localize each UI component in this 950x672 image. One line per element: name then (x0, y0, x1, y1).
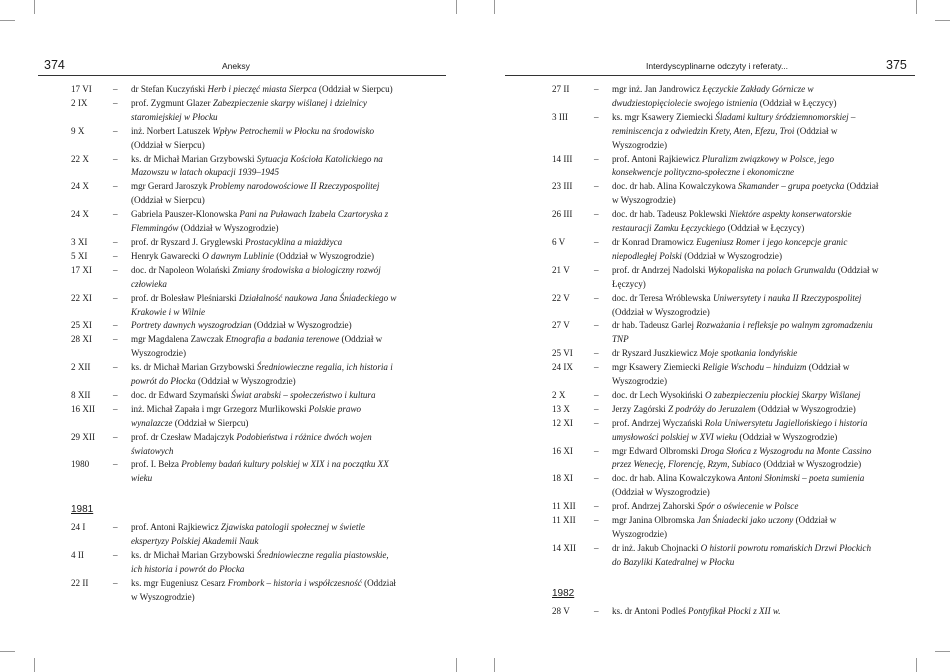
lecture-title: Droga Słońca z Wyszogrodu na Monte Cassino przez Wenecję, Florencję, Rzym, Subiaco (612, 445, 872, 470)
entry-dash: – (594, 389, 599, 400)
lecturer-name: mgr Edward Olbromski (612, 445, 701, 456)
entry-text (131, 361, 402, 389)
page-number: 374 (44, 58, 65, 72)
entry-date: 8 XII (71, 389, 91, 400)
entry-date: 22 XI (71, 292, 92, 303)
branch-note: (Oddział w Wyszogrodzie) (612, 181, 879, 206)
lecture-entry (552, 472, 882, 500)
lecturer-name: doc. dr Edward Szymański (131, 389, 232, 400)
entry-date: 2 X (552, 389, 566, 400)
lecturer-name: dr inż. Jakub Chojnacki (612, 542, 701, 553)
lecture-title: Prostacyklina a miażdżyca (245, 236, 343, 247)
entry-date: 17 VI (71, 84, 92, 94)
branch-note: (Oddział w Sierpcu) (131, 139, 205, 150)
lecture-entry (71, 403, 402, 431)
lecture-list (71, 83, 402, 605)
branch-note: (Oddział w Wyszogrodzie) (612, 306, 710, 317)
branch-note: (Oddział w Sierpcu) (172, 417, 249, 428)
lecturer-name: Gabriela Pauszer-Klonowska (131, 209, 240, 220)
entry-text (612, 264, 882, 292)
lecturer-name: mgr inż. Jan Jandrowicz (612, 84, 703, 94)
year-heading: 1982 (552, 587, 575, 599)
entry-text (131, 250, 402, 264)
lecture-title: Religie Wschodu – hinduizm (702, 362, 807, 373)
branch-note: (Oddział w Wyszogrodzie) (612, 515, 837, 539)
lecture-title: Problemy badań kultury polskiej w XIX i na początku XX wieku (131, 459, 389, 484)
entry-dash: – (594, 445, 599, 456)
entry-date: 18 XI (552, 473, 573, 484)
entry-text (612, 83, 882, 111)
lecture-title: Etnografia a badania terenowe (225, 334, 340, 345)
entry-dash: – (113, 125, 118, 136)
lecture-title: Herb i pieczęć miasta Sierpca (207, 84, 317, 94)
entry-text (131, 125, 402, 153)
lecture-entry (71, 361, 402, 389)
entry-text (131, 458, 402, 486)
lecture-title: Sytuacja Kościoła Katolickiego na Mazowszu w latach okupacji 1939–1945 (131, 153, 383, 178)
entry-date: 3 XI (71, 236, 88, 247)
entry-dash: – (594, 209, 599, 220)
lecture-entry (71, 389, 402, 403)
lecture-title: Wykopaliska na polach Grunwaldu (707, 264, 836, 275)
lecturer-name: Jerzy Zagórski (612, 403, 669, 414)
entry-text (612, 361, 882, 389)
lecture-title: Problemy narodowościowe II Rzeczypospolitej (209, 181, 380, 192)
right-page (475, 0, 950, 672)
lecture-title: Moje spotkania londyńskie (699, 348, 798, 359)
entry-text (612, 542, 882, 570)
lecture-title: O zabezpieczeniu płockiej Skarpy Wiślanej (704, 389, 861, 400)
lecture-entry (71, 97, 402, 125)
lecturer-name: ks. mgr Eugeniusz Cesarz (131, 577, 228, 588)
entry-text (131, 153, 402, 181)
entry-date: 4 II (71, 550, 84, 561)
year-heading: 1981 (71, 504, 94, 516)
entry-text (612, 605, 882, 619)
entry-date: 24 X (71, 209, 89, 220)
entry-text (612, 403, 882, 417)
lecturer-name: dr Konrad Dramowicz (612, 236, 697, 247)
entry-date: 14 III (552, 153, 573, 164)
entry-dash: – (113, 250, 118, 261)
lecture-entry (71, 153, 402, 181)
lecture-entry (552, 236, 882, 264)
lecture-title: Niektóre aspekty konserwatorskie restauracji Zamku Łęczyckiego (612, 209, 852, 234)
entry-text (131, 577, 402, 605)
entry-dash: – (113, 459, 118, 470)
entry-date: 23 III (552, 181, 573, 192)
lecturer-name: doc. dr hab. Alina Kowalczykowa (612, 181, 739, 192)
entry-text (612, 445, 882, 473)
header-rule (38, 75, 446, 76)
entry-text (131, 264, 402, 292)
lecture-entry (71, 577, 402, 605)
entry-date: 1980 (71, 459, 90, 470)
entry-text (131, 208, 402, 236)
lecture-entry (71, 458, 402, 486)
lecture-title: Śladami kultury śródziemnomorskiej – reminiscencja z odwiedzin Krety, Aten, Efezu, Troi (612, 111, 856, 136)
lecture-title: Pontyfikał Płocki z XII w. (688, 605, 781, 616)
entry-date: 3 III (552, 111, 568, 122)
entry-date: 14 XII (552, 542, 576, 553)
lecturer-name: mgr Ksawery Ziemiecki (612, 362, 703, 373)
entry-text (612, 417, 882, 445)
lecturer-name: ks. dr Michał Marian Grzybowski (131, 362, 257, 373)
entry-dash: – (594, 605, 599, 616)
entry-text (131, 292, 402, 320)
lecture-title: Uniwersytety i nauka II Rzeczypospolitej (712, 292, 862, 303)
page-number: 375 (886, 58, 907, 72)
entry-dash: – (113, 577, 118, 588)
branch-note: (Oddział w Wyszogrodzie) (178, 223, 279, 234)
entry-date: 21 V (552, 264, 570, 275)
running-header: Aneksy (222, 61, 250, 71)
lecturer-name: ks. dr Antoni Podleś (612, 605, 689, 616)
lecture-entry (71, 180, 402, 208)
lecture-title: Wpływ Petrochemii w Płocku na środowisko (212, 125, 375, 136)
lecture-entry (552, 83, 882, 111)
entry-dash: – (113, 292, 118, 303)
lecturer-name: mgr Gerard Jaroszyk (131, 181, 210, 192)
lecture-entry (71, 333, 402, 361)
entry-date: 25 VI (552, 348, 573, 359)
entry-dash: – (113, 550, 118, 561)
lecture-title: Rozważania i refleksje po walnym zgromadzeniu TNP (612, 320, 873, 345)
lecture-entry (552, 292, 882, 320)
entry-dash: – (113, 236, 118, 247)
lecture-title: Polskie prawo wynalazcze (131, 403, 362, 428)
entry-text (131, 521, 402, 549)
entry-date: 22 X (71, 153, 89, 164)
entry-dash: – (113, 362, 118, 373)
entry-text (612, 319, 882, 347)
entry-dash: – (113, 181, 118, 192)
branch-note: (Oddział w Wyszogrodzie) (761, 459, 862, 470)
entry-dash: – (594, 515, 599, 526)
lecturer-name: dr Ryszard Juszkiewicz (612, 348, 700, 359)
entry-dash: – (594, 320, 599, 331)
entry-date: 28 V (552, 605, 570, 616)
lecture-entry (71, 250, 402, 264)
lecture-entry (552, 389, 882, 403)
lecture-entry (71, 292, 402, 320)
entry-dash: – (113, 403, 118, 414)
lecturer-name: doc. dr Lech Wysokiński (612, 389, 705, 400)
lecturer-name: prof. Antoni Rajkiewicz (612, 153, 702, 164)
entry-text (131, 549, 402, 577)
lecture-title: Antoni Słonimski – poeta sumienia (738, 473, 865, 484)
branch-note: (Oddział w Wyszogrodzie) (612, 362, 850, 387)
branch-note: (Oddział w Wyszogrodzie) (131, 577, 396, 602)
entry-dash: – (594, 348, 599, 359)
entry-text (131, 319, 402, 333)
lecture-title: Średniowieczne regalia piastowskie, ich historia i powrót do Płocka (131, 550, 389, 574)
lecturer-name: inż. Michał Zapała i mgr Grzegorz Murlikowski (131, 403, 309, 414)
lecture-title: Świat arabski – społeczeństwo i kultura (231, 389, 376, 400)
lecture-entry (552, 361, 882, 389)
lecture-entry (71, 319, 402, 333)
lecturer-name: prof. I. Bełza (131, 459, 182, 470)
entry-dash: – (113, 264, 118, 275)
lecture-title: Jan Śniadecki jako uczony (697, 515, 794, 526)
entry-dash: – (113, 97, 118, 108)
entry-dash: – (594, 181, 599, 192)
entry-text (612, 111, 882, 153)
entry-date: 5 XI (71, 250, 88, 261)
entry-text (612, 153, 882, 181)
lecturer-name: dr hab. Tadeusz Garlej (612, 320, 697, 331)
entry-dash: – (594, 111, 599, 122)
lecture-title: O historii powrotu romańskich Drzwi Płockich do Bazyliki Katedralnej w Płocku (612, 542, 871, 567)
entry-date: 27 V (552, 320, 570, 331)
entry-text (612, 208, 882, 236)
lecturer-name: prof. Andrzej Zahorski (612, 501, 698, 512)
lecturer-name: prof. Antoni Rajkiewicz (131, 522, 221, 533)
entry-text (131, 389, 402, 403)
entry-dash: – (113, 431, 118, 442)
lecture-title: Zabezpieczenie skarpy wiślanej i dzielnicy staromiejskiej w Płocku (131, 97, 367, 122)
lecture-entry (71, 549, 402, 577)
lecture-title: O dawnym Lublinie (202, 250, 274, 261)
header-rule (505, 75, 915, 76)
entry-date: 2 XII (71, 362, 91, 373)
lecture-entry (71, 431, 402, 459)
entry-date: 16 XII (71, 403, 95, 414)
lecture-list (552, 83, 882, 619)
lecture-title: Średniowieczne regalia, ich historia i powrót do Płocka (131, 362, 393, 387)
entry-dash: – (113, 84, 118, 94)
lecture-entry (552, 264, 882, 292)
lecture-entry (552, 514, 882, 542)
entry-date: 22 V (552, 292, 570, 303)
branch-note: (Oddział w Łęczycy) (757, 97, 837, 108)
lecturer-name: doc. dr Napoleon Wolański (131, 264, 233, 275)
lecture-title: Z podróży do Jeruzalem (668, 403, 756, 414)
lecture-title: Zjawiska patologii społecznej w świetle ekspertyzy Polskiej Akademii Nauk (131, 522, 365, 547)
lecture-entry (552, 208, 882, 236)
lecturer-name: ks. mgr Ksawery Ziemiecki (612, 111, 716, 122)
entry-date: 17 XI (71, 264, 92, 275)
entry-text (131, 97, 402, 125)
lecture-title: Działalność naukowa Jana Śniadeckiego w Krakowie i w Wilnie (131, 292, 397, 317)
entry-dash: – (113, 153, 118, 164)
lecture-title: Podobieństwa i różnice dwóch wojen światowych (131, 431, 372, 456)
lecturer-name: doc. dr hab. Alina Kowalczykowa (612, 473, 739, 484)
entry-text (131, 236, 402, 250)
entry-text (612, 236, 882, 264)
entry-dash: – (113, 522, 118, 533)
lecturer-name: prof. Zygmunt Glazer (131, 97, 213, 108)
entry-text (612, 180, 882, 208)
lecturer-name: prof. dr Ryszard J. Gryglewski (131, 236, 246, 247)
lecture-title: Rola Uniwersytetu Jagiellońskiego i historia umysłowości polskiej w XVI wieku (612, 417, 868, 442)
entry-date: 11 XII (552, 515, 576, 526)
entry-date: 28 XI (71, 334, 92, 345)
lecture-entry (552, 605, 882, 619)
entry-dash: – (594, 417, 599, 428)
entry-date: 29 XII (71, 431, 95, 442)
branch-note: (Oddział w Łęczycy) (725, 223, 805, 234)
entry-date: 2 IX (71, 97, 88, 108)
lecturer-name: Henryk Gawarecki (131, 250, 203, 261)
lecture-entry (552, 500, 882, 514)
lecturer-name: doc. dr Teresa Wróblewska (612, 292, 713, 303)
lecture-entry (552, 403, 882, 417)
branch-note: (Oddział w Wyszogrodzie) (195, 376, 296, 387)
entry-text (612, 500, 882, 514)
entry-dash: – (594, 153, 599, 164)
branch-note: (Oddział w Wyszogrodzie) (755, 403, 856, 414)
entry-text (612, 514, 882, 542)
entry-date: 26 III (552, 209, 573, 220)
lecture-entry (552, 319, 882, 347)
lecturer-name: mgr Magdalena Zawczak (131, 334, 226, 345)
entry-dash: – (113, 209, 118, 220)
lecturer-name: mgr Janina Olbromska (612, 515, 698, 526)
lecturer-name: prof. dr Andrzej Nadolski (612, 264, 708, 275)
lecture-entry (552, 153, 882, 181)
running-header: Interdyscyplinarne odczyty i referaty... (646, 61, 789, 71)
lecture-entry (71, 264, 402, 292)
lecture-title: Pluralizm związkowy w Polsce, jego konsekwencje polityczno-społeczne i ekonomiczne (612, 153, 835, 178)
lecture-entry (552, 542, 882, 570)
lecturer-name: ks. dr Michał Marian Grzybowski (131, 550, 257, 561)
entry-date: 6 V (552, 236, 566, 247)
entry-date: 16 XI (552, 445, 573, 456)
lecturer-name: ks. dr Michał Marian Grzybowski (131, 153, 257, 164)
entry-text (131, 431, 402, 459)
lecturer-name: prof. dr Czesław Madajczyk (131, 431, 237, 442)
lecturer-name: inż. Norbert Latuszek (131, 125, 213, 136)
entry-text (612, 472, 882, 500)
entry-date: 27 II (552, 84, 570, 94)
entry-text (612, 389, 882, 403)
entry-dash: – (594, 264, 599, 275)
branch-note: (Oddział w Wyszogrodzie) (251, 320, 352, 331)
branch-note: (Oddział w Wyszogrodzie) (681, 250, 782, 261)
entry-date: 24 IX (552, 362, 573, 373)
branch-note: (Oddział w Sierpcu) (131, 195, 205, 206)
lecture-title: Zmiany środowiska a biologiczny rozwój człowieka (131, 264, 381, 289)
branch-note: (Oddział w Łęczycy) (612, 264, 879, 289)
entry-dash: – (594, 403, 599, 414)
lecture-entry (71, 521, 402, 549)
entry-date: 13 X (552, 403, 570, 414)
lecturer-name: dr Stefan Kuczyński (131, 84, 208, 94)
entry-dash: – (594, 236, 599, 247)
entry-dash: – (594, 84, 599, 94)
branch-note: (Oddział w Wyszogrodzie) (131, 334, 383, 359)
entry-date: 11 XII (552, 501, 576, 512)
lecturer-name: prof. dr Bolesław Pleśniarski (131, 292, 239, 303)
entry-date: 12 XI (552, 417, 573, 428)
lecture-entry (552, 180, 882, 208)
lecture-title: Frombork – historia i współczesność (227, 577, 362, 588)
lecture-entry (71, 83, 402, 97)
entry-dash: – (594, 542, 599, 553)
lecture-entry (552, 111, 882, 153)
entry-dash: – (594, 292, 599, 303)
branch-note: (Oddział w Wyszogrodzie) (737, 431, 838, 442)
branch-note: (Oddział w Wyszogrodzie) (273, 250, 374, 261)
branch-note: (Oddział w Sierpcu) (316, 84, 393, 94)
lecture-entry (552, 347, 882, 361)
entry-dash: – (594, 501, 599, 512)
lecture-entry (71, 125, 402, 153)
entry-date: 24 X (71, 181, 89, 192)
entry-date: 24 I (71, 522, 86, 533)
entry-dash: – (113, 320, 118, 331)
branch-note: (Oddział w Wyszogrodzie) (612, 487, 710, 498)
entry-dash: – (113, 389, 118, 400)
lecture-entry (552, 445, 882, 473)
entry-dash: – (594, 362, 599, 373)
entry-text (131, 403, 402, 431)
lecture-title: Łęczyckie Zakłady Górnicze w dwudziestopięciolecie swojego istnienia (612, 84, 814, 108)
lecture-entry (71, 236, 402, 250)
lecture-title: Spór o oświecenie w Polsce (697, 501, 799, 512)
entry-date: 22 II (71, 577, 89, 588)
entry-text (612, 292, 882, 320)
entry-dash: – (594, 473, 599, 484)
lecture-title: Skamander – grupa poetycka (738, 181, 845, 192)
entry-dash: – (113, 334, 118, 345)
lecture-title: Eugeniusz Romer i jego koncepcje granic niepodległej Polski (612, 236, 848, 261)
lecturer-name: doc. dr hab. Tadeusz Poklewski (612, 209, 730, 220)
entry-text (131, 333, 402, 361)
entry-date: 9 X (71, 125, 85, 136)
lecture-entry (71, 208, 402, 236)
entry-text (131, 180, 402, 208)
lecture-title: Pani na Puławach Izabela Czartoryska z Flemmingów (131, 209, 389, 234)
entry-text (612, 347, 882, 361)
entry-date: 25 XI (71, 320, 92, 331)
lecturer-name: prof. Andrzej Wyczański (612, 417, 705, 428)
entry-text (131, 83, 402, 97)
lecture-entry (552, 417, 882, 445)
lecture-title: Portrety dawnych wyszogrodzian (131, 320, 252, 331)
branch-note: (Oddział w Wyszogrodzie) (612, 125, 838, 150)
